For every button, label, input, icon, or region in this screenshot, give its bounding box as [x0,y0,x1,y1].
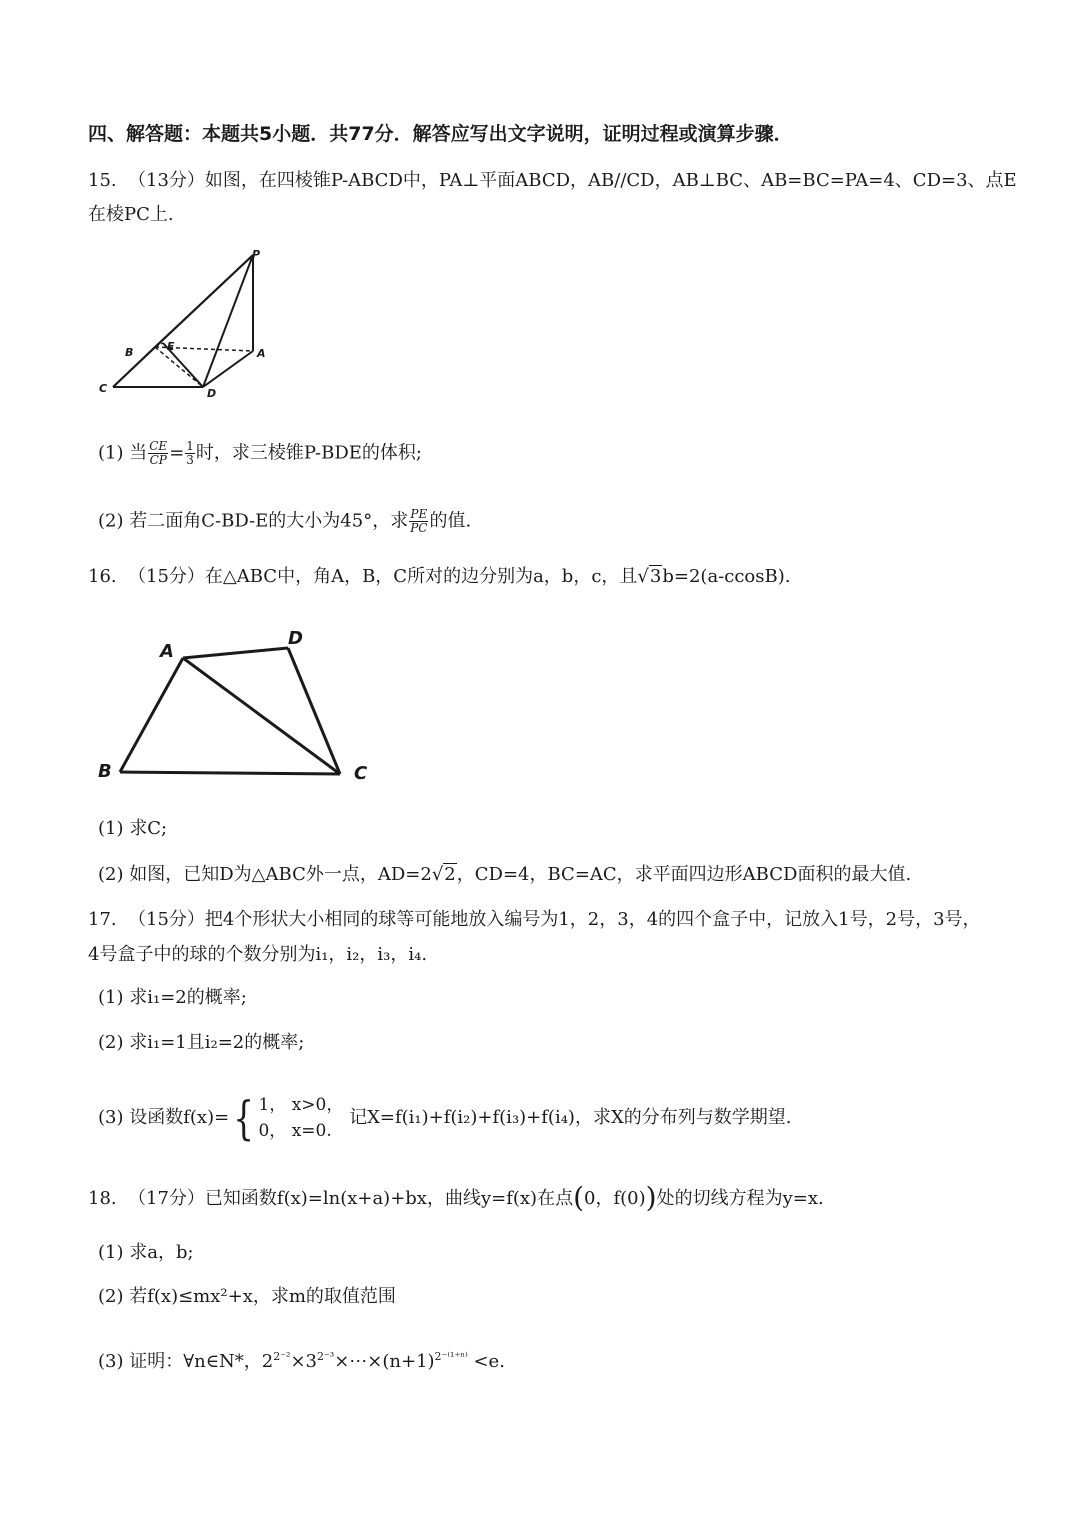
question-points: （13分） [128,170,205,191]
part-number: (1) [98,1242,124,1263]
label-D: D [288,628,303,649]
question-number: 18. [88,1188,117,1209]
question-number: 16. [88,566,117,587]
right-paren: ) [645,1181,657,1214]
q17-part3 [98,1088,1000,1148]
term-3-base: ×⋯×(n+1) [334,1351,435,1372]
q15-part2 [98,508,1000,535]
q16-part1 [98,818,1000,840]
part-text: 若二面角C-BD-E的大小为45°，求 [129,510,409,532]
fraction-one-third: $\frac{1}{3}$ [186,439,194,467]
q16-quadrilateral-figure [90,620,390,790]
q17-stem-line2: 4号盒子中的球的个数分别为i₁，i₂，i₃，i₄. [88,944,428,965]
q18-part1 [98,1242,1000,1264]
fraction-pe-pc: $\frac{PE}{PC}$ [410,507,428,535]
question-stem: 如图，在四棱锥P-ABCD中，PA⊥平面ABCD，AB//CD，AB⊥BC、AB=BC=PA=4、CD=3、点E [204,170,1017,191]
piecewise-cases [258,1092,343,1144]
q16-part2: (2) 如图，已知D为△ABC外一点，AD=2√2，CD=4，BC=AC，求平面四边形ABCD面积的最大值. [98,864,912,885]
section-heading: 四、解答题：本题共5小题．共77分．解答应写出文字说明，证明过程或演算步骤． [88,123,793,145]
case-1: 1， x>0， [258,1095,344,1115]
edge-AD [183,648,288,658]
label-A: A [160,641,174,662]
part-number: (2) [98,1032,124,1053]
q17-part2 [98,1032,1000,1054]
q18-part3 [98,1346,1000,1373]
part-text: 若f(x)≤mx²+x，求m的取值范围 [129,1286,396,1307]
part-text: 求a，b; [129,1242,194,1263]
label-C: C [99,382,108,395]
fraction-ce-cp: $\frac{CE}{CP}$ [149,439,168,467]
equals-sign: = [169,442,185,464]
edge-BD-hidden [155,347,203,387]
q17-part1 [98,987,1000,1009]
part-text-end: 的值. [429,510,472,532]
left-paren: ( [573,1181,585,1214]
label-A: A [257,347,266,360]
q15-stem-line2: 在棱PC上. [88,204,174,225]
edge-PD [203,255,253,387]
part-number: (3) [98,1107,124,1128]
term-1-base: 2 [261,1351,274,1372]
edge-AB [120,658,183,772]
part-text: 求i₁=1且i₂=2的概率; [129,1032,305,1053]
question-stem: 已知函数f(x)=ln(x+a)+bx，曲线y=f(x)在点 [204,1188,574,1209]
question-stem: 在△ABC中，角A，B，C所对的边分别为a，b，c，且 [204,566,638,587]
part-text-end: 记X=f(i₁)+f(i₂)+f(i₃)+f(i₄)，求X的分布列与数学期望. [349,1107,792,1128]
question-number: 15. [88,170,117,191]
part-number: (1) [98,987,124,1008]
question-points: （17分） [128,1188,205,1209]
part-text-end: <e. [473,1351,505,1372]
part-text: 如图，已知D为△ABC外一点，AD=2 [129,864,432,885]
part-number: (1) [98,818,124,839]
part-text: 求C; [129,818,168,839]
q16-stem: 16. （15分）在△ABC中，角A，B，C所对的边分别为a，b，c，且√3b=2(a-ccosB). [88,566,791,587]
term-3-exponent: 2⁻⁽¹⁺ⁿ⁾ [434,1350,468,1363]
part-text: 证明：∀n∈N*， [129,1351,262,1372]
question-stem: 把4个形状大小相同的球等可能地放入编号为1，2，3，4的四个盒子中，记放入1号，2号，3号， [204,909,981,930]
part-text: 当 [129,442,148,464]
edge-BC [120,772,340,774]
label-C: C [354,763,368,784]
term-1-exponent: 2⁻² [273,1350,291,1363]
part-text: 求i₁=2的概率; [129,987,247,1008]
sqrt-radicand: 2 [444,864,456,885]
part-text: 设函数f(x)= [129,1107,230,1128]
part-number: (3) [98,1351,124,1372]
case-2: 0， x=0. [258,1121,332,1141]
question-number: 17. [88,909,117,930]
part-number: (1) [98,442,124,464]
q17-stem-line1 [88,909,1000,931]
sqrt-radicand: 3 [649,566,662,587]
question-stem-end: b=2(a-ccosB). [662,566,791,587]
term-2-base: ×3 [290,1351,317,1372]
label-P: P [252,248,261,261]
label-B: B [125,346,134,359]
edge-CB [113,347,155,387]
label-B: B [98,761,112,782]
part-number: (2) [98,1286,124,1307]
tangent-point: 0，f(0) [584,1188,646,1209]
q15-part1 [98,440,1000,467]
q18-part2 [98,1286,1000,1308]
part-number: (2) [98,510,124,532]
label-E: E [167,340,175,353]
question-points: （15分） [128,566,205,587]
part-text-end: 时，求三棱锥P-BDE的体积; [195,442,422,464]
part-number: (2) [98,864,124,885]
q15-pyramid-figure [95,245,285,405]
q18-stem [88,1181,1000,1214]
question-points: （15分） [128,909,205,930]
q15-stem-line1 [88,170,1017,192]
term-2-exponent: 2⁻³ [316,1350,335,1363]
part-text-end: ，CD=4，BC=AC，求平面四边形ABCD面积的最大值. [456,864,912,885]
question-stem-end: 处的切线方程为y=x. [656,1188,824,1209]
label-D: D [207,387,217,400]
left-brace: { [233,1091,255,1145]
